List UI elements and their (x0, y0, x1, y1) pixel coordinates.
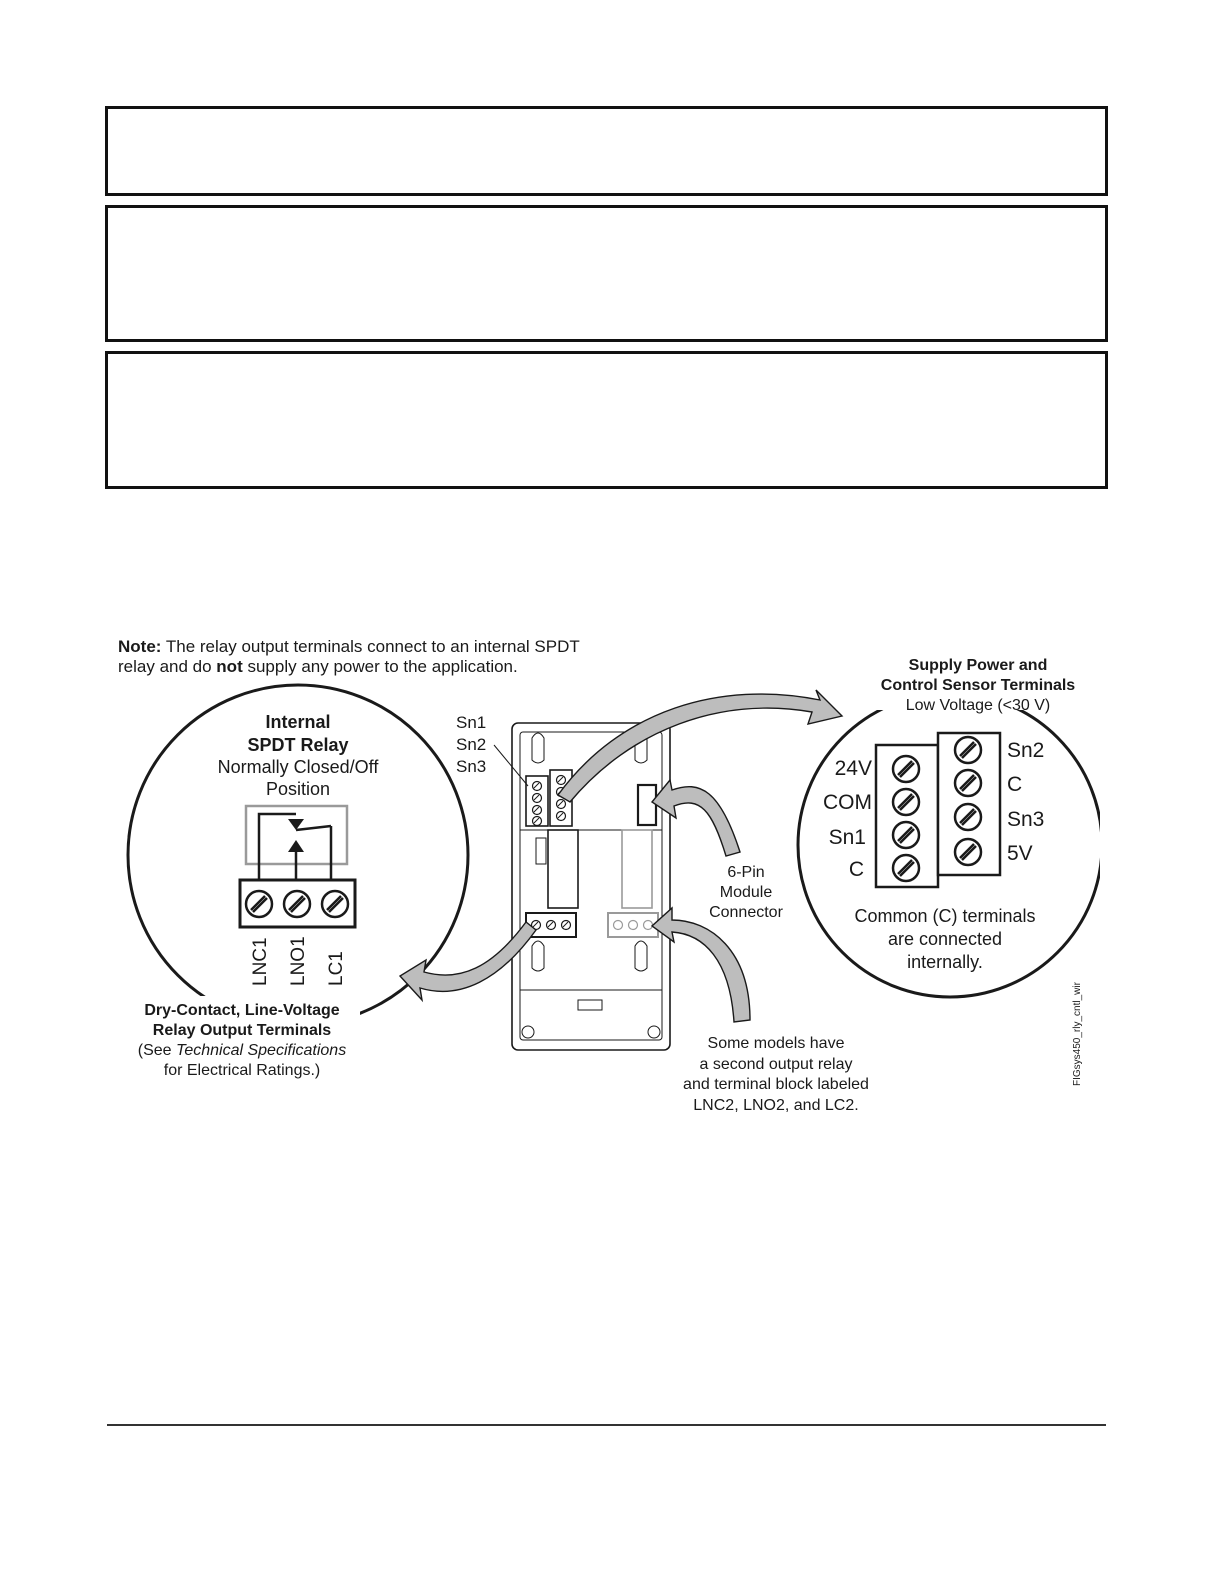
second-relay-note-1: Some models have (707, 1035, 845, 1052)
wiring-diagram (100, 620, 1100, 1120)
power-title-1: Supply Power and (908, 657, 1048, 674)
optional-relay-component (622, 830, 652, 908)
module-connector-label-3: Connector (709, 904, 783, 921)
terminal-label-lc1: LC1 (326, 951, 347, 986)
power-title-2: Control Sensor Terminals (880, 677, 1076, 694)
note-line1-text: The relay output terminals connect to an internal SPDT (161, 637, 580, 656)
module-connector-label-1: 6-Pin (727, 864, 765, 881)
common-note-3: internally. (907, 952, 983, 972)
sensor-label-sn2: Sn2 (456, 735, 487, 754)
relay-output-spec: Technical Specifications (176, 1042, 347, 1059)
terminal-label-lnc1: LNC1 (250, 937, 271, 986)
relay-output-label-4: for Electrical Ratings.) (163, 1062, 321, 1079)
power-voltage: Low Voltage (<30 V) (905, 697, 1051, 714)
notice-box-3 (105, 351, 1108, 489)
note-line-2 (118, 657, 518, 676)
notice-box-2 (105, 205, 1108, 342)
note-prefix: Note: (118, 637, 162, 656)
relay-title-1: Internal (265, 712, 331, 732)
power-terminals-circle (798, 654, 1100, 997)
notice-box-1 (105, 106, 1108, 196)
common-note-2: are connected (887, 929, 1003, 949)
terminal-label-lno1: LNO1 (288, 936, 309, 986)
sensor-label-sn1: Sn1 (456, 713, 487, 732)
module-connector-label-2: Module (719, 884, 773, 901)
figure-id: FIGsys450_rly_cntl_wir (1072, 982, 1083, 1086)
sensor-label-sn3: Sn3 (456, 757, 487, 776)
note-line2-b: supply any power to the application. (242, 657, 518, 676)
terminal-label-sn1: Sn1 (828, 826, 866, 849)
relay-subtitle-2: Position (265, 779, 331, 799)
terminal-label-com: COM (823, 791, 872, 814)
relay-output-see: (See (137, 1042, 177, 1059)
second-relay-note-4: LNC2, LNO2, and LC2. (693, 1097, 859, 1114)
note-line2-a: relay and do (118, 657, 217, 676)
terminal-label-5v: 5V (1007, 842, 1033, 865)
terminal-label-sn2: Sn2 (1007, 739, 1045, 762)
relay-output-label-1: Dry-Contact, Line-Voltage (144, 1002, 340, 1019)
footer-rule (107, 1424, 1106, 1426)
relay-output-label-2: Relay Output Terminals (152, 1022, 332, 1039)
note-line2-bold: not (216, 657, 243, 676)
relay-title-2: SPDT Relay (247, 735, 349, 755)
terminal-label-24v: 24V (834, 757, 872, 780)
second-relay-note-2: a second output relay (699, 1056, 853, 1073)
terminal-label-c-left: C (848, 858, 864, 881)
note-line-1 (118, 637, 580, 656)
relay-component (548, 830, 578, 908)
terminal-label-sn3: Sn3 (1007, 808, 1045, 831)
second-relay-note-3: and terminal block labeled (683, 1076, 869, 1093)
relay-output-label-3 (138, 1042, 346, 1059)
common-note-1: Common (C) terminals (854, 906, 1036, 926)
terminal-label-c-right: C (1007, 773, 1023, 796)
relay-subtitle-1: Normally Closed/Off (217, 757, 379, 777)
